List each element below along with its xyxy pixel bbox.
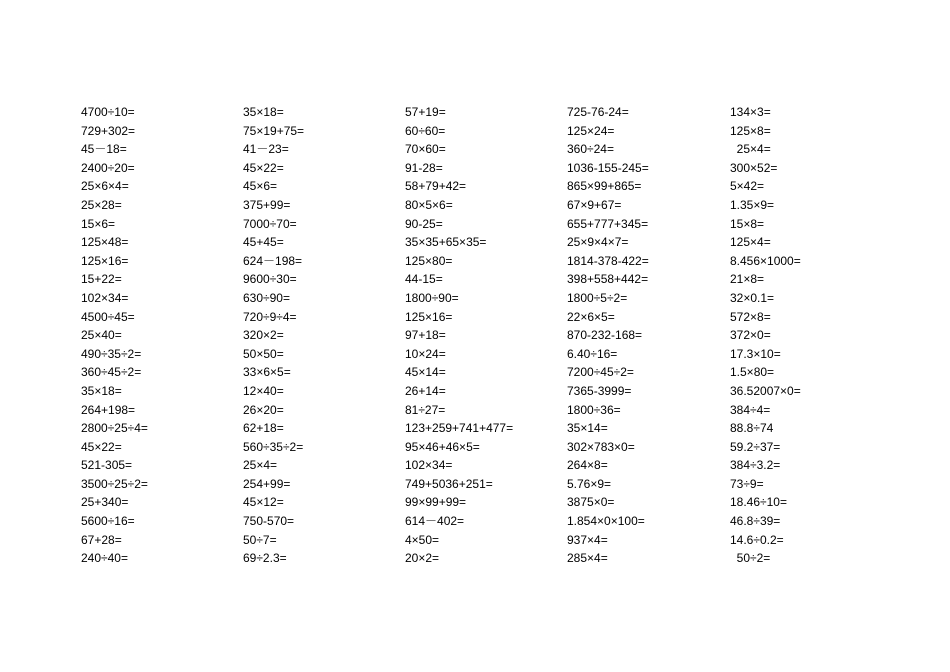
math-problem: 1036-155-245= bbox=[567, 160, 649, 175]
math-problem: 285×4= bbox=[567, 551, 608, 566]
math-problem: 46.8÷39= bbox=[730, 514, 781, 529]
problem-column-5 bbox=[730, 103, 801, 568]
math-problem: 1.35×9= bbox=[730, 197, 775, 212]
math-problem: 720÷9÷4= bbox=[243, 309, 297, 324]
math-problem: 25×6×4= bbox=[81, 179, 129, 194]
math-problem: 12×40= bbox=[243, 383, 284, 398]
math-problem: 70×60= bbox=[405, 142, 446, 157]
math-problem: 7200÷45÷2= bbox=[567, 365, 634, 380]
math-problem: 15×8= bbox=[730, 216, 765, 231]
math-problem: 560÷35÷2= bbox=[243, 439, 304, 454]
math-problem: 264+198= bbox=[81, 402, 136, 417]
math-problem: 25×28= bbox=[81, 197, 122, 212]
math-problem: 60÷60= bbox=[405, 123, 446, 138]
math-problem: 398+558+442= bbox=[567, 272, 649, 287]
math-problem: 44-15= bbox=[405, 272, 443, 287]
math-problem: 125×16= bbox=[405, 309, 453, 324]
math-problem: 75×19+75= bbox=[243, 123, 305, 138]
math-problem: 91-28= bbox=[405, 160, 443, 175]
math-problem: 630÷90= bbox=[243, 290, 290, 305]
math-problem: 375+99= bbox=[243, 197, 291, 212]
math-problem: 50÷2= bbox=[730, 551, 771, 566]
math-problem: 25×40= bbox=[81, 328, 122, 343]
math-problem: 57+19= bbox=[405, 105, 446, 119]
math-problem: 2400÷20= bbox=[81, 160, 135, 175]
math-problem: 67+28= bbox=[81, 532, 122, 547]
math-problem: 372×0= bbox=[730, 328, 771, 343]
math-problem: 1800÷36= bbox=[567, 402, 621, 417]
math-problem: 80×5×6= bbox=[405, 197, 453, 212]
math-problem: 50÷7= bbox=[243, 532, 277, 547]
math-problem: 4700÷10= bbox=[81, 105, 135, 119]
math-problem: 18.46÷10= bbox=[730, 495, 787, 510]
math-problem: 41－23= bbox=[243, 142, 289, 157]
math-problem: 73÷9= bbox=[730, 476, 764, 491]
math-problem: 5×42= bbox=[730, 179, 765, 194]
math-problem: 7365-3999= bbox=[567, 383, 632, 398]
math-problem: 32×0.1= bbox=[730, 290, 775, 305]
math-problem: 45×22= bbox=[81, 439, 122, 454]
math-problem: 35×18= bbox=[81, 383, 122, 398]
math-problem: 655+777+345= bbox=[567, 216, 649, 231]
math-problem: 240÷40= bbox=[81, 551, 128, 566]
math-problem: 5.76×9= bbox=[567, 476, 612, 491]
math-problem: 3875×0= bbox=[567, 495, 615, 510]
math-problem: 102×34= bbox=[405, 458, 453, 473]
math-problem: 1800÷5÷2= bbox=[567, 290, 628, 305]
math-problem: 25×4= bbox=[730, 142, 771, 157]
math-problem: 22×6×5= bbox=[567, 309, 615, 324]
math-problem: 384÷3.2= bbox=[730, 458, 781, 473]
math-problem: 88.8÷74 bbox=[730, 421, 774, 436]
math-problem: 35×18= bbox=[243, 105, 284, 119]
math-problem: 26×20= bbox=[243, 402, 284, 417]
math-problem: 360÷45÷2= bbox=[81, 365, 142, 380]
math-problem: 59.2÷37= bbox=[730, 439, 781, 454]
math-problem: 26+14= bbox=[405, 383, 446, 398]
math-problem: 45×12= bbox=[243, 495, 284, 510]
math-problem: 870-232-168= bbox=[567, 328, 643, 343]
math-problem: 35×35+65×35= bbox=[405, 235, 487, 250]
math-problem: 614－402= bbox=[405, 514, 465, 529]
math-problem: 10×24= bbox=[405, 346, 446, 361]
math-problem: 134×3= bbox=[730, 105, 771, 119]
math-problem: 81÷27= bbox=[405, 402, 446, 417]
math-problem: 125×16= bbox=[81, 253, 129, 268]
math-problem: 2800÷25÷4= bbox=[81, 421, 148, 436]
math-problem: 20×2= bbox=[405, 551, 440, 566]
math-problem: 5600÷16= bbox=[81, 514, 135, 529]
math-problem: 36.52007×0= bbox=[730, 383, 801, 398]
problem-column-2 bbox=[243, 103, 304, 568]
math-problem: 45×22= bbox=[243, 160, 284, 175]
math-problem: 97+18= bbox=[405, 328, 446, 343]
math-problem: 15+22= bbox=[81, 272, 122, 287]
math-problem: 15×6= bbox=[81, 216, 116, 231]
math-problem: 384÷4= bbox=[730, 402, 771, 417]
math-problem: 125×80= bbox=[405, 253, 453, 268]
math-problem: 6.40÷16= bbox=[567, 346, 618, 361]
math-problem: 302×783×0= bbox=[567, 439, 635, 454]
math-problem: 125×24= bbox=[567, 123, 615, 138]
math-problem: 300×52= bbox=[730, 160, 778, 175]
math-problem: 749+5036+251= bbox=[405, 476, 493, 491]
math-problem: 572×8= bbox=[730, 309, 771, 324]
math-problem: 25×4= bbox=[243, 458, 278, 473]
math-problem: 102×34= bbox=[81, 290, 129, 305]
math-problem: 90-25= bbox=[405, 216, 443, 231]
math-problem: 45－18= bbox=[81, 142, 127, 157]
math-problem: 45×6= bbox=[243, 179, 278, 194]
math-problem: 21×8= bbox=[730, 272, 765, 287]
math-problem: 7000÷70= bbox=[243, 216, 297, 231]
math-problem: 123+259+741+477= bbox=[405, 421, 514, 436]
math-problem: 50×50= bbox=[243, 346, 284, 361]
math-problem: 125×48= bbox=[81, 235, 129, 250]
math-problem: 9600÷30= bbox=[243, 272, 297, 287]
math-problem: 937×4= bbox=[567, 532, 608, 547]
math-problem: 4×50= bbox=[405, 532, 440, 547]
math-problem: 45+45= bbox=[243, 235, 284, 250]
math-problem: 1800÷90= bbox=[405, 290, 459, 305]
math-problem: 95×46+46×5= bbox=[405, 439, 480, 454]
math-problem: 865×99+865= bbox=[567, 179, 642, 194]
math-problem: 33×6×5= bbox=[243, 365, 291, 380]
problem-column-3 bbox=[405, 103, 513, 568]
math-problem: 69÷2.3= bbox=[243, 551, 287, 566]
math-problem: 254+99= bbox=[243, 476, 291, 491]
math-problem: 125×8= bbox=[730, 123, 771, 138]
math-problem: 360÷24= bbox=[567, 142, 614, 157]
math-problem: 490÷35÷2= bbox=[81, 346, 142, 361]
math-problem: 25×9×4×7= bbox=[567, 235, 629, 250]
math-problem: 750-570= bbox=[243, 514, 295, 529]
math-problem: 8.456×1000= bbox=[730, 253, 801, 268]
math-problem: 624－198= bbox=[243, 253, 303, 268]
math-problem: 25+340= bbox=[81, 495, 129, 510]
math-problem: 725-76-24= bbox=[567, 105, 629, 119]
math-problem: 14.6÷0.2= bbox=[730, 532, 784, 547]
math-problem: 4500÷45= bbox=[81, 309, 135, 324]
math-problem: 67×9+67= bbox=[567, 197, 622, 212]
math-problem: 1.854×0×100= bbox=[567, 514, 645, 529]
math-problem: 3500÷25÷2= bbox=[81, 476, 148, 491]
math-problem: 58+79+42= bbox=[405, 179, 467, 194]
math-problem: 45×14= bbox=[405, 365, 446, 380]
math-problem: 17.3×10= bbox=[730, 346, 781, 361]
math-problem: 1.5×80= bbox=[730, 365, 775, 380]
math-problem: 99×99+99= bbox=[405, 495, 467, 510]
math-problem: 125×4= bbox=[730, 235, 771, 250]
math-problem: 1814-378-422= bbox=[567, 253, 649, 268]
math-problem: 35×14= bbox=[567, 421, 608, 436]
math-problem: 62+18= bbox=[243, 421, 284, 436]
problem-column-1 bbox=[81, 103, 148, 568]
math-problem: 729+302= bbox=[81, 123, 136, 138]
problem-column-4 bbox=[567, 103, 649, 568]
math-problem: 320×2= bbox=[243, 328, 284, 343]
math-problem: 264×8= bbox=[567, 458, 608, 473]
math-problem: 521-305= bbox=[81, 458, 133, 473]
